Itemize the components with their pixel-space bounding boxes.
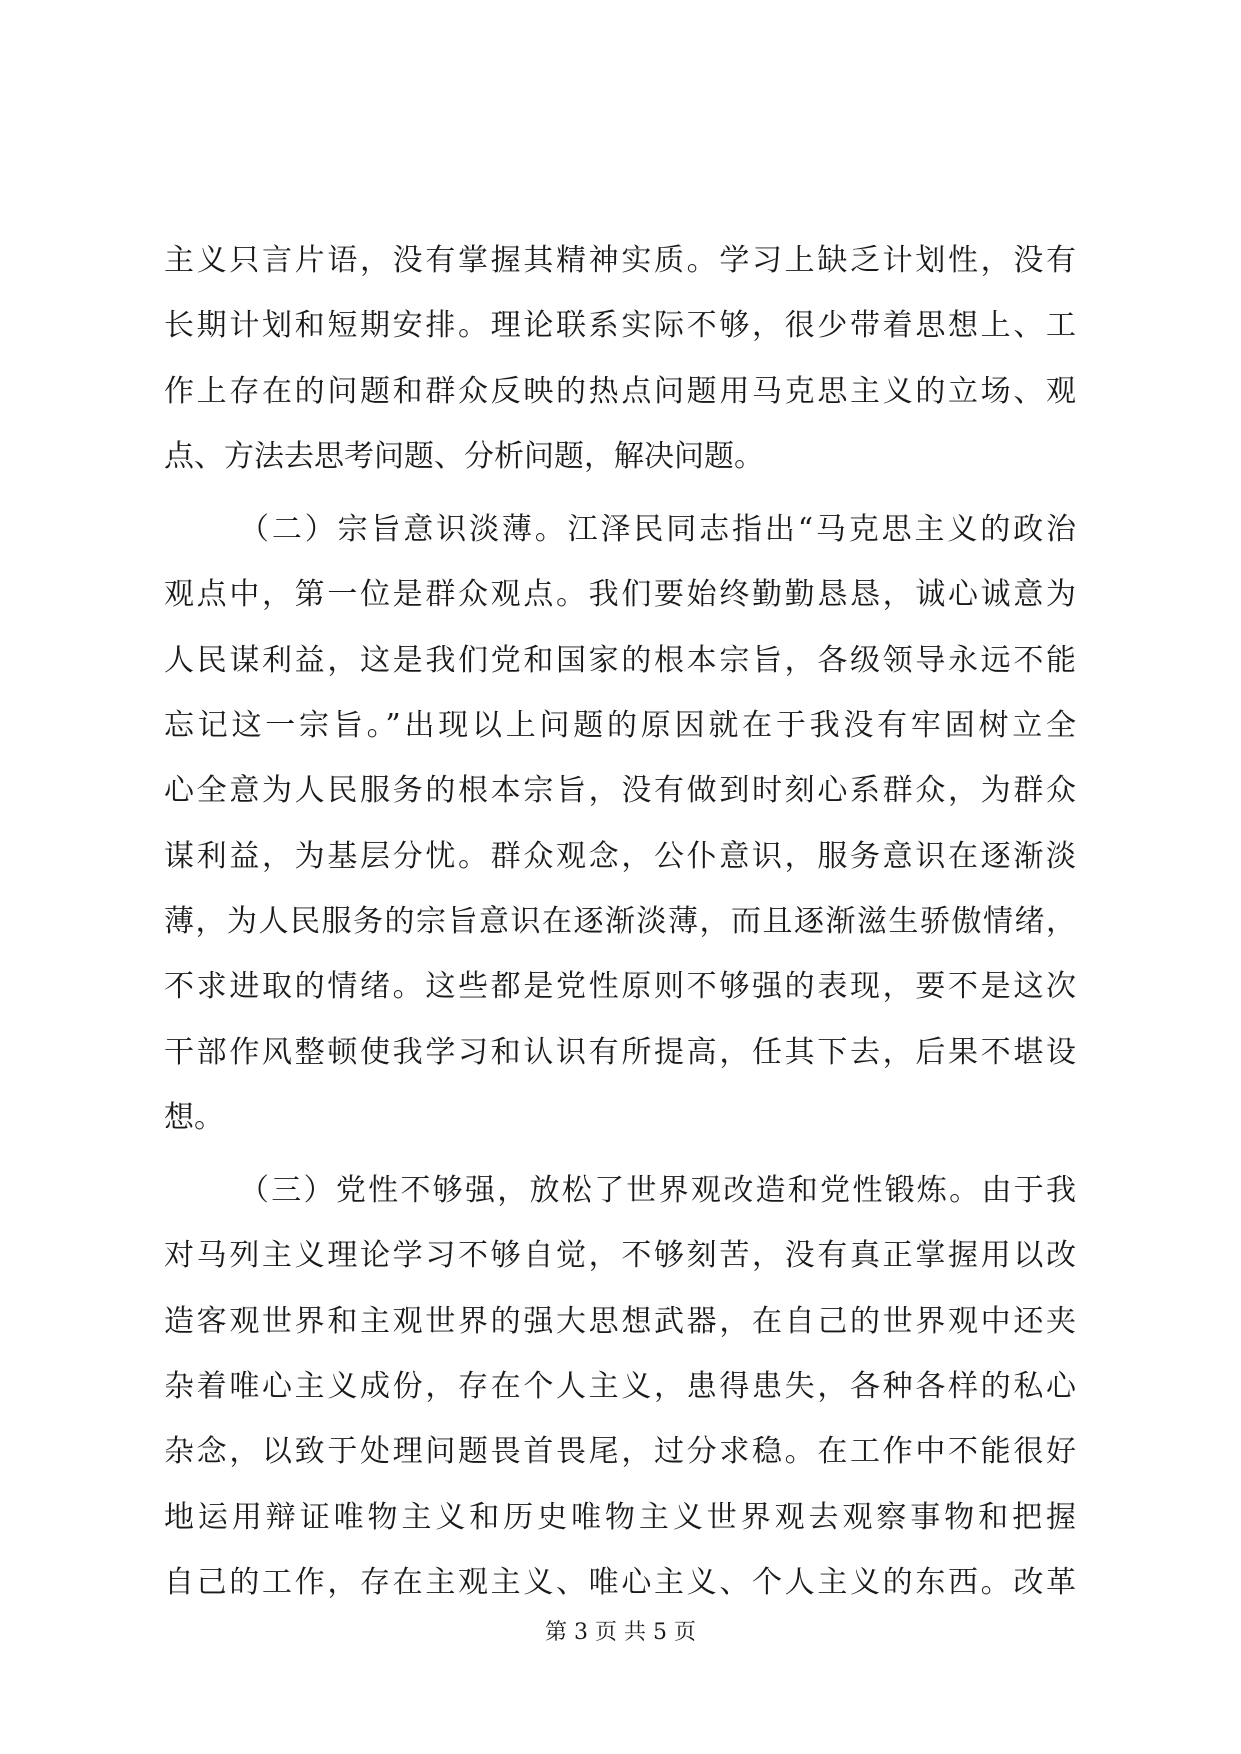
text-line: 忘记这一宗旨。”出现以上问题的原因就在于我没有牢固树立全 xyxy=(164,708,1076,744)
text-line: 主义只言片语，没有掌握其精神实质。学习上缺乏计划性，没有 xyxy=(164,243,1076,278)
text-line: 人民谋利益，这是我们党和国家的根本宗旨，各级领导永远不能 xyxy=(164,642,1076,678)
text-line: 点、方法去思考问题、分析问题，解决问题。 xyxy=(164,438,764,474)
paragraph-p1 xyxy=(164,228,1076,489)
text-line: 造客观世界和主观世界的强大思想武器，在自己的世界观中还夹 xyxy=(164,1303,1076,1339)
text-line: 观点中，第一位是群众观点。我们要始终勤勤恳恳，诚心诚意为 xyxy=(164,577,1076,613)
text-line: 地运用辩证唯物主义和历史唯物主义世界观去观察事物和把握 xyxy=(164,1499,1076,1535)
text-line: 干部作风整顿使我学习和认识有所提高，任其下去，后果不堪设 xyxy=(164,1034,1076,1070)
text-line: 谋利益，为基层分忧。群众观念，公仆意识，服务意识在逐渐淡 xyxy=(164,838,1076,874)
text-line: 自己的工作，存在主观主义、唯心主义、个人主义的东西。改革 xyxy=(164,1564,1076,1600)
paragraph-gap xyxy=(164,489,1076,497)
text-line: （二）宗旨意识淡薄。江泽民同志指出“马克思主义的政治 xyxy=(239,512,1076,548)
paragraph-p2 xyxy=(164,497,1076,1150)
text-line: 长期计划和短期安排。理论联系实际不够，很少带着思想上、工 xyxy=(164,308,1076,344)
text-line: 对马列主义理论学习不够自觉，不够刻苦，没有真正掌握用以改 xyxy=(164,1238,1076,1274)
text-line: （三）党性不够强，放松了世界观改造和党性锻炼。由于我 xyxy=(239,1173,1076,1209)
paragraph-gap xyxy=(164,1150,1076,1158)
text-line: 想。 xyxy=(164,1099,224,1135)
text-line: 杂着唯心主义成份，存在个人主义，患得患失，各种各样的私心 xyxy=(164,1369,1076,1405)
text-line: 不求进取的情绪。这些都是党性原则不够强的表现，要不是这次 xyxy=(164,969,1076,1005)
text-line: 心全意为人民服务的根本宗旨，没有做到时刻心系群众，为群众 xyxy=(164,773,1076,809)
document-body xyxy=(164,228,1076,1615)
text-line: 薄，为人民服务的宗旨意识在逐渐淡薄，而且逐渐滋生骄傲情绪， xyxy=(164,903,1076,939)
text-line: 作上存在的问题和群众反映的热点问题用马克思主义的立场、观 xyxy=(164,373,1076,409)
page-footer: 第 3 页 共 5 页 xyxy=(545,1620,696,1645)
text-line: 杂念，以致于处理问题畏首畏尾，过分求稳。在工作中不能很好 xyxy=(164,1434,1076,1470)
paragraph-p3 xyxy=(164,1158,1076,1615)
